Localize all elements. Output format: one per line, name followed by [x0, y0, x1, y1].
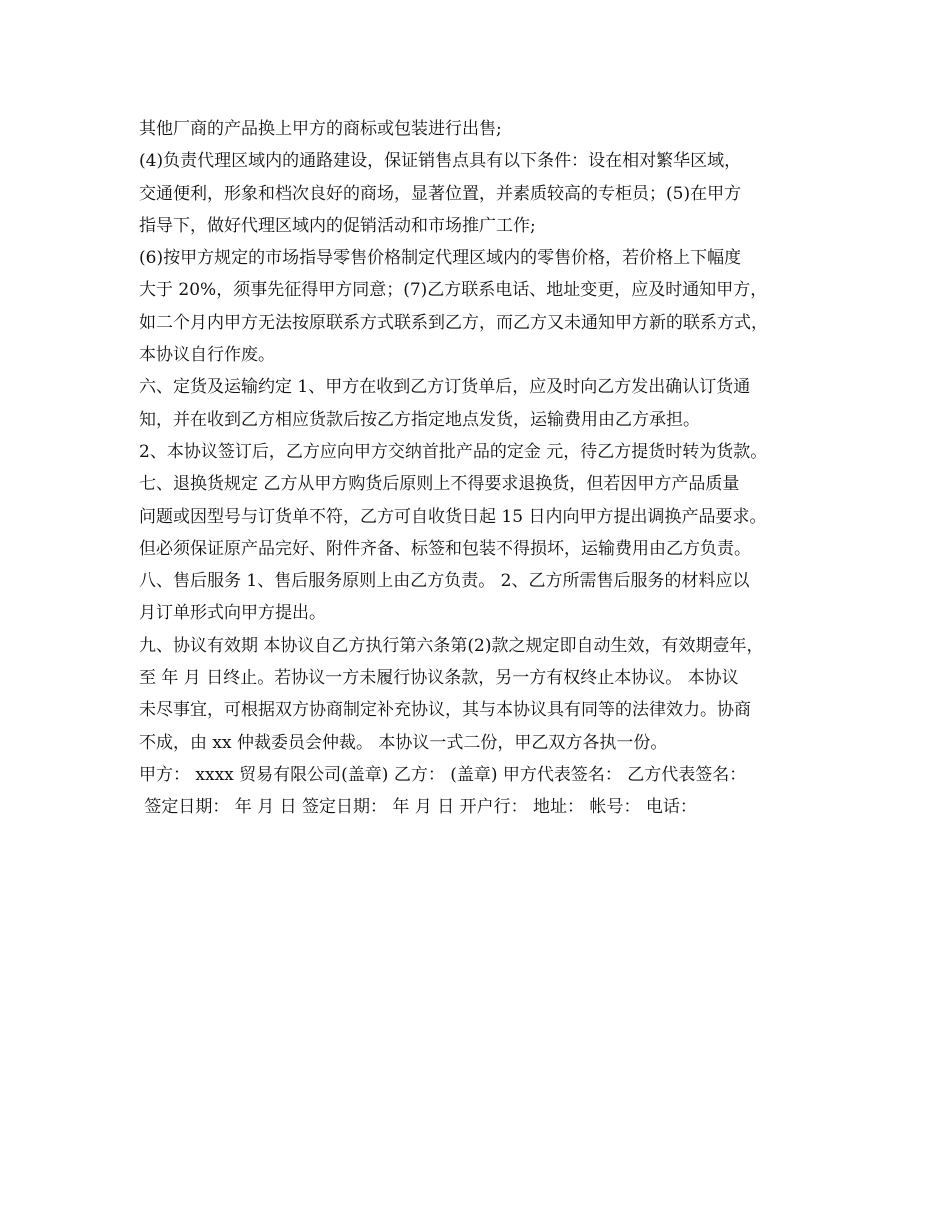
signature-date-line: 签定日期： 年 月 日 签定日期： 年 月 日 开户行： 地址： 帐号： 电话： — [139, 797, 697, 818]
text-line: 未尽事宜，可根据双方协商制定补充协议，其与本协议具有同等的法律效力。协商 — [139, 700, 751, 721]
text-line: 不成，由 xx 仲裁委员会仲裁。 本协议一式二份，甲乙双方各执一份。 — [139, 732, 668, 753]
text-line: 问题或因型号与订货单不符，乙方可自收货日起 15 日内向甲方提出调换产品要求。 — [139, 506, 767, 527]
section-heading-line: 九、协议有效期 本协议自乙方执行第六条第(2)款之规定即自动生效，有效期壹年， — [139, 635, 764, 656]
text-line: 但必须保证原产品完好、附件齐备、标签和包装不得损坏，运输费用由乙方负责。 — [139, 538, 751, 559]
text-line: 如二个月内甲方无法按原联系方式联系到乙方，而乙方又未通知甲方新的联系方式， — [139, 312, 768, 333]
text-line: 大于 20%，须事先征得甲方同意；(7)乙方联系电话、地址变更，应及时通知甲方， — [139, 280, 768, 301]
text-line: 2、本协议签订后，乙方应向甲方交纳首批产品的定金 元，待乙方提货时转为货款。 — [139, 441, 768, 462]
text-line: (4)负责代理区域内的通路建设，保证销售点具有以下条件：设在相对繁华区域， — [139, 151, 742, 172]
section-heading-line: 六、定货及运输约定 1、甲方在收到乙方订货单后，应及时向乙方发出确认订货通 — [139, 377, 751, 398]
section-heading-line: 八、售后服务 1、售后服务原则上由乙方负责。 2、乙方所需售后服务的材料应以 — [139, 571, 750, 592]
section-heading-line: 七、退换货规定 乙方从甲方购货后原则上不得要求退换货，但若因甲方产品质量 — [139, 474, 740, 495]
text-line: 其他厂商的产品换上甲方的商标或包装进行出售; — [139, 119, 502, 139]
text-line: 交通便利，形象和档次良好的商场，显著位置，并素质较高的专柜员；(5)在甲方 — [139, 183, 742, 204]
signature-line: 甲方： xxxx 贸易有限公司(盖章) 乙方： (盖章) 甲方代表签名： 乙方代表签名： — [139, 764, 747, 785]
text-line: 月订单形式向甲方提出。 — [139, 603, 326, 624]
text-line: 本协议自行作废。 — [139, 345, 275, 366]
text-line: 至 年 月 日终止。若协议一方未履行协议条款，另一方有权终止本协议。 本协议 — [139, 668, 739, 689]
text-line: 指导下，做好代理区域内的促销活动和市场推广工作; — [139, 215, 536, 236]
text-line: (6)按甲方规定的市场指导零售价格制定代理区域内的零售价格，若价格上下幅度 — [139, 248, 742, 269]
text-line: 知，并在收到乙方相应货款后按乙方指定地点发货，运输费用由乙方承担。 — [139, 409, 700, 430]
agreement-text — [139, 113, 839, 824]
